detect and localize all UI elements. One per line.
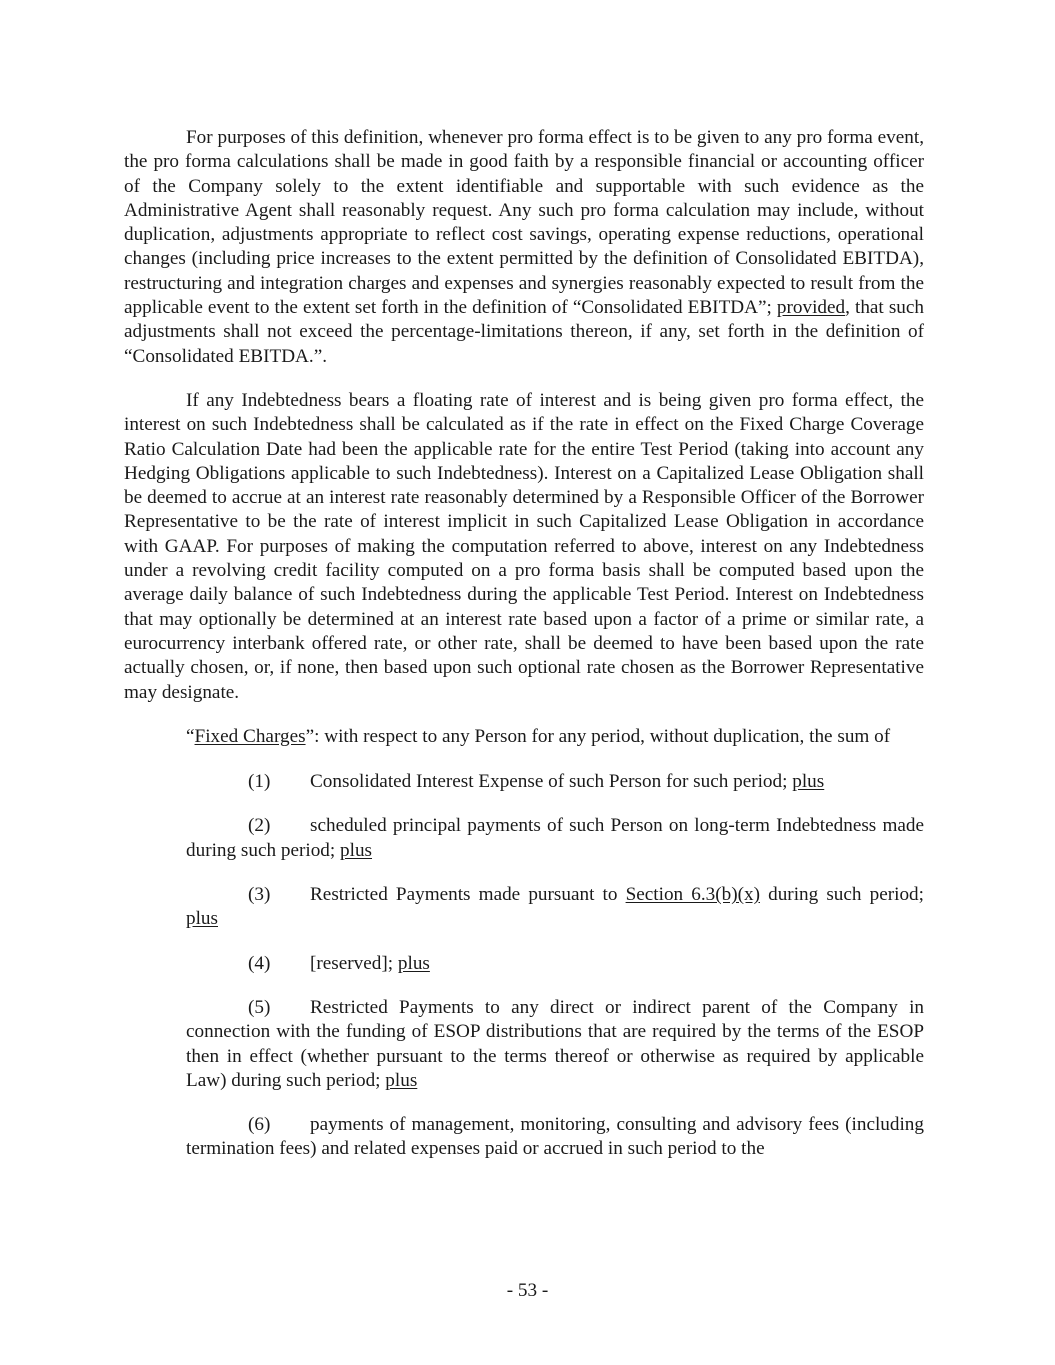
open-quote: “: [186, 725, 195, 747]
document-page: [124, 126, 924, 1182]
clause-plus: plus: [186, 908, 218, 930]
clause-number: (1): [248, 771, 271, 793]
clause-text: Restricted Payments to any direct or indirect parent of the Company in connection with the funding of ESOP distributions that are required by the terms of the ESOP then in effect (whether pursuant to the terms thereof or otherwise as required by applicable Law) during such period;: [186, 996, 924, 1091]
clause-plus: plus: [792, 771, 825, 793]
clause-text: [reserved];: [310, 952, 398, 974]
clause-2: [186, 814, 924, 863]
clause-number: (2): [248, 815, 271, 837]
clause-3: [186, 883, 924, 932]
clause-text: payments of management, monitoring, consulting and advisory fees (including termination fees) and related expenses paid or accrued in such period to the: [186, 1114, 924, 1160]
clause-text: Restricted Payments made pursuant to: [310, 884, 626, 906]
clause-5: [186, 996, 924, 1093]
paragraph-floating-rate: If any Indebtedness bears a floating rate of interest and is being given pro forma effect, the interest on such Indebtedness shall be calculated as if the rate in effect on the Fixed Charge Coverage Ratio Calculation Date had been the applicable rate for the entire Test Period (taking into account any Hedging Obligations applicable to such Indebtedness). Interest on a Capitalized Lease Obligation shall be deemed to accrue at an interest rate reasonably determined by a Responsible Officer of the Borrower Representative to be the rate of interest implicit in such Capitalized Lease Obligation in accordance with GAAP. For purposes of making the computation referred to above, interest on any Indebtedness under a revolving credit facility computed on a pro forma basis shall be computed based upon the average daily balance of such Indebtedness during the applicable Test Period. Interest on Indebtedness that may optionally be determined at an interest rate based upon a factor of a prime or similar rate, a eurocurrency interbank offered rate, or other rate, shall be deemed to have been based upon the rate actually chosen, or, if none, then based upon such optional rate chosen as the Borrower Representative may designate.: [124, 389, 924, 703]
paragraph-text: , that such adjustments shall not exceed the percentage-limitations thereon, if any, set forth in the definition of “Consolidated EBITDA.”.: [124, 297, 924, 367]
clause-number: (5): [248, 996, 271, 1018]
defined-term-fixed-charges: Fixed Charges: [194, 725, 306, 747]
clause-number: (3): [248, 884, 271, 906]
paragraph-pro-forma-definition: [124, 126, 924, 369]
clause-plus: plus: [385, 1069, 418, 1091]
paragraph-text: For purposes of this definition, whenever pro forma effect is to be given to any pro forma event, the pro forma calculations shall be made in good faith by a responsible financial or accounting officer of the Company solely to the extent identifiable and supportable with such evidence as the Administrative Agent shall reasonably request. Any such pro forma calculation may include, without duplication, adjustments appropriate to reflect cost savings, operating expense reductions, operational changes (including price increases to the extent permitted by the definition of Consolidated EBITDA), restructuring and integration charges and expenses and synergies reasonably expected to result from the applicable event to the extent set forth in the definition of “Consolidated EBITDA”;: [124, 127, 924, 319]
clause-text: during such period;: [760, 884, 924, 906]
clause-6: [186, 1113, 924, 1162]
clause-4: [186, 952, 924, 976]
clause-1: [186, 770, 924, 794]
fixed-charges-definition: [124, 725, 924, 749]
provided-term: provided: [776, 297, 846, 319]
clause-text: Consolidated Interest Expense of such Person for such period;: [310, 771, 793, 793]
clause-plus: plus: [397, 952, 430, 974]
clause-number: (4): [248, 952, 271, 974]
clause-text: scheduled principal payments of such Person on long-term Indebtedness made during such period;: [186, 815, 924, 861]
page-number: - 53 -: [506, 1280, 549, 1301]
clause-number: (6): [248, 1114, 271, 1136]
clause-plus: plus: [340, 839, 373, 861]
definition-text: ”: with respect to any Person for any period, without duplication, the sum of: [305, 725, 891, 747]
section-reference: Section 6.3(b)(x): [625, 884, 760, 906]
